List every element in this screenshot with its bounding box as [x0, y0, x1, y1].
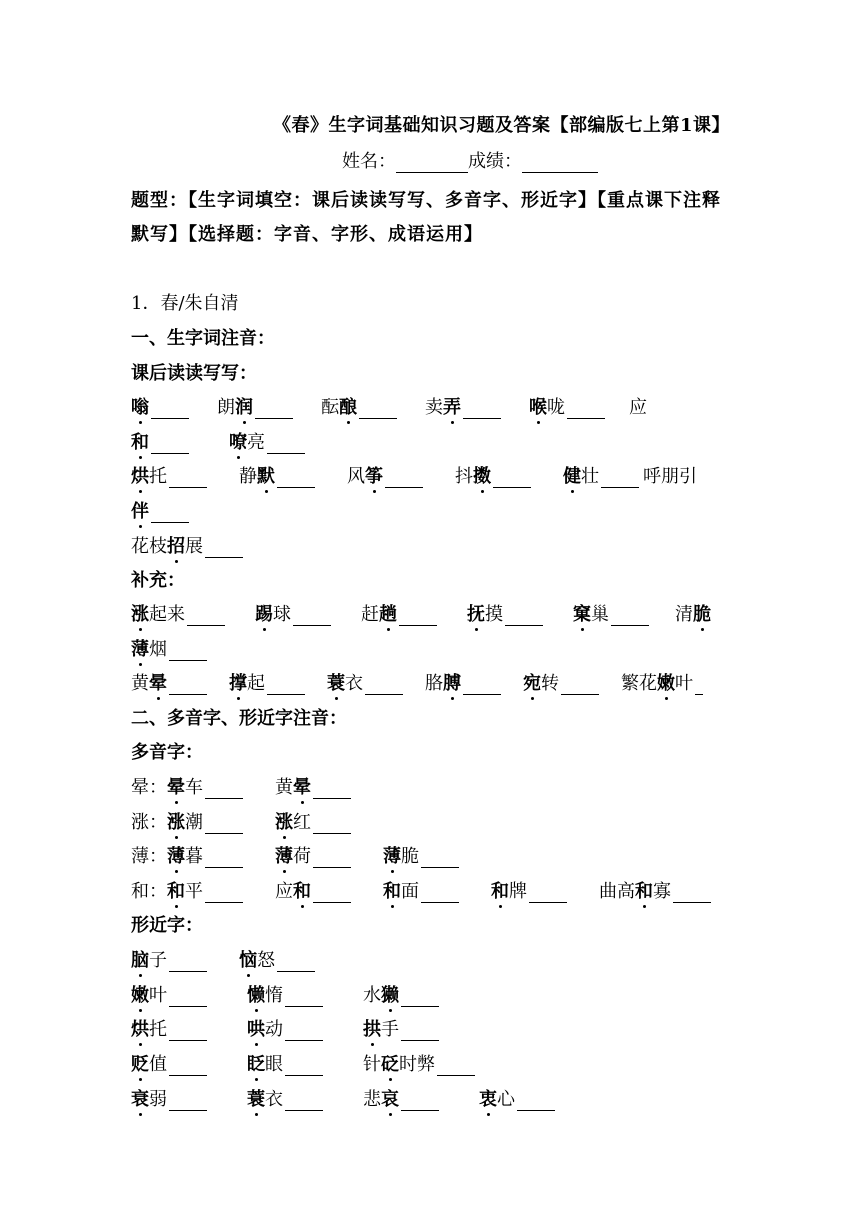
vocab-item [229, 428, 305, 454]
answer-blank[interactable] [267, 678, 305, 695]
vocab-item [131, 981, 207, 1007]
emphasized-char: 和 [491, 881, 509, 902]
answer-blank[interactable] [285, 1024, 323, 1041]
emphasized-char: 酿 [339, 397, 357, 418]
emphasized-char: 衷 [479, 1089, 497, 1110]
answer-blank[interactable] [493, 471, 531, 488]
vocab-item [363, 981, 439, 1007]
word-fragment: 朗 [217, 397, 235, 418]
vocab-item [599, 877, 711, 903]
word-fragment: 咙 [547, 397, 565, 418]
answer-blank[interactable] [277, 955, 315, 972]
word-list [131, 536, 243, 557]
answer-blank[interactable] [267, 437, 305, 454]
answer-blank[interactable] [401, 1094, 439, 1111]
vocab-item [167, 877, 243, 903]
answer-blank[interactable] [285, 1094, 323, 1111]
vocab-item [425, 393, 501, 419]
emphasized-char: 涨 [131, 604, 149, 625]
answer-blank[interactable] [529, 886, 567, 903]
emphasized-char: 哀 [381, 1089, 399, 1110]
word-list [131, 950, 315, 971]
word-fragment: 荷 [293, 846, 311, 867]
vocab-item [131, 1085, 207, 1111]
answer-blank[interactable] [601, 471, 639, 488]
name-score-line [0, 147, 860, 173]
vocab-item [455, 462, 531, 488]
answer-blank[interactable] [385, 471, 423, 488]
name-label: 姓名： [342, 151, 396, 172]
emphasized-char: 膊 [443, 673, 461, 694]
answer-blank[interactable] [421, 886, 459, 903]
emphasized-char: 踢 [255, 604, 273, 625]
word-list [131, 639, 207, 660]
word-fragment: 水 [363, 985, 381, 1006]
reading-row-4 [131, 497, 189, 523]
vocab-item [479, 1085, 555, 1111]
emphasized-char: 薄 [167, 846, 185, 867]
word-fragment: 亮 [247, 432, 265, 453]
word-fragment: 值 [149, 1054, 167, 1075]
word-fragment: 黄 [131, 673, 149, 694]
answer-blank[interactable] [255, 402, 293, 419]
subsection-polyphonic: 多音字： [131, 742, 203, 763]
word-fragment: 脆 [401, 846, 419, 867]
word-fragment: 呼朋引 [643, 466, 697, 487]
answer-blank[interactable] [169, 471, 207, 488]
answer-blank[interactable] [463, 678, 501, 695]
answer-blank[interactable] [463, 402, 501, 419]
emphasized-char: 烘 [131, 1019, 149, 1040]
emphasized-char: 撑 [229, 673, 247, 694]
emphasized-char: 涨 [167, 812, 185, 833]
word-fragment: 衣 [265, 1089, 283, 1110]
shape-row [131, 981, 439, 1007]
shape-row [131, 1085, 555, 1111]
reading-row-5 [131, 532, 243, 558]
emphasized-char: 和 [293, 881, 311, 902]
answer-blank[interactable] [277, 471, 315, 488]
answer-blank[interactable] [505, 609, 543, 626]
answer-blank[interactable] [673, 886, 711, 903]
word-fragment: 红 [293, 812, 311, 833]
answer-blank[interactable] [437, 1059, 475, 1076]
emphasized-char: 獭 [381, 985, 399, 1006]
word-fragment: 衣 [345, 673, 363, 694]
vocab-item [563, 462, 639, 488]
shape-row [131, 1050, 475, 1076]
word-list [131, 466, 639, 487]
word-fragment: 寡 [653, 881, 671, 902]
vocab-item [383, 877, 459, 903]
vocab-item [255, 600, 331, 626]
emphasized-char: 伴 [131, 501, 149, 522]
vocab-item [491, 877, 567, 903]
vocab-item [247, 981, 323, 1007]
emphasized-char: 默 [257, 466, 275, 487]
vocab-item [131, 497, 189, 523]
vocab-item [229, 669, 305, 695]
subsection-supplement: 补充： [131, 570, 185, 591]
word-fragment: 平 [185, 881, 203, 902]
word-fragment: 悲 [363, 1089, 381, 1110]
answer-blank[interactable] [169, 1059, 207, 1076]
answer-blank[interactable] [313, 782, 351, 799]
word-fragment: 繁花 [621, 673, 657, 694]
vocab-item [239, 946, 315, 972]
word-fragment: 壮 [581, 466, 599, 487]
vocab-item [275, 877, 351, 903]
shape-row [131, 946, 315, 972]
word-fragment: 卖 [425, 397, 443, 418]
emphasized-char: 蓑 [247, 1089, 265, 1110]
word-fragment: 转 [541, 673, 559, 694]
word-list [131, 397, 605, 418]
emphasized-char: 烘 [131, 466, 149, 487]
word-fragment: 曲高 [599, 881, 635, 902]
word-fragment: 暮 [185, 846, 203, 867]
word-fragment: 静 [239, 466, 257, 487]
word-list [131, 604, 649, 625]
word-fragment: 抖 [455, 466, 473, 487]
answer-blank[interactable] [187, 609, 225, 626]
emphasized-char: 招 [167, 536, 185, 557]
supplement-row-3 [131, 669, 703, 695]
emphasized-char: 晕 [293, 777, 311, 798]
word-fragment: 托 [149, 466, 167, 487]
word-fragment: 胳 [425, 673, 443, 694]
reading-row-2 [131, 428, 305, 454]
word-fragment: 惰 [265, 985, 283, 1006]
answer-blank[interactable] [169, 955, 207, 972]
emphasized-char: 脑 [131, 950, 149, 971]
answer-blank[interactable] [401, 990, 439, 1007]
answer-blank[interactable] [401, 1024, 439, 1041]
polyphonic-row [131, 773, 351, 799]
answer-blank[interactable] [611, 609, 649, 626]
vocab-item [131, 946, 207, 972]
vocab-item [363, 1050, 475, 1076]
emphasized-char: 嫩 [131, 985, 149, 1006]
vocab-item [529, 393, 605, 419]
vocab-item [347, 462, 423, 488]
emphasized-char: 脆 [693, 604, 711, 625]
emphasized-char: 和 [383, 881, 401, 902]
vocab-item [131, 1015, 207, 1041]
emphasized-char: 恼 [239, 950, 257, 971]
word-fragment: 怒 [257, 950, 275, 971]
vocab-item [425, 669, 501, 695]
emphasized-char: 和 [167, 881, 185, 902]
vocab-item [167, 773, 243, 799]
answer-blank[interactable] [313, 817, 351, 834]
polyphonic-row [131, 842, 459, 868]
word-fragment: 起 [247, 673, 265, 694]
answer-blank[interactable] [285, 990, 323, 1007]
subsection-similar-shape: 形近字： [131, 915, 203, 936]
answer-blank[interactable] [359, 402, 397, 419]
answer-blank[interactable] [285, 1059, 323, 1076]
reading-row-1 [131, 393, 647, 419]
supplement-row-2 [131, 635, 207, 661]
word-list [167, 881, 711, 902]
emphasized-char: 砭 [381, 1054, 399, 1075]
answer-blank[interactable] [695, 678, 703, 695]
word-fragment: 面 [401, 881, 419, 902]
reading-row-3 [131, 462, 697, 488]
emphasized-char: 擞 [473, 466, 491, 487]
answer-blank[interactable] [151, 506, 189, 523]
answer-blank[interactable] [205, 886, 243, 903]
question-types: 题型：【生字词填空：课后读读写写、多音字、形近字】【重点课下注释默写】【选择题：字音、字形、成语运用】 [131, 190, 721, 245]
polyphonic-row [131, 808, 351, 834]
emphasized-char: 懒 [247, 985, 265, 1006]
vocab-item [383, 842, 459, 868]
word-list [167, 812, 351, 833]
vocab-item [363, 1085, 439, 1111]
vocab-item [131, 1050, 207, 1076]
word-fragment: 托 [149, 1019, 167, 1040]
answer-blank[interactable] [169, 990, 207, 1007]
word-fragment: 应 [629, 397, 647, 418]
word-fragment: 心 [497, 1089, 515, 1110]
vocab-item [275, 842, 351, 868]
emphasized-char: 拱 [363, 1019, 381, 1040]
answer-blank[interactable] [205, 851, 243, 868]
emphasized-char: 弄 [443, 397, 461, 418]
answer-blank[interactable] [169, 678, 207, 695]
answer-blank[interactable] [567, 402, 605, 419]
vocab-item [275, 773, 351, 799]
emphasized-char: 涨 [275, 812, 293, 833]
vocab-item [167, 808, 243, 834]
emphasized-char: 喉 [529, 397, 547, 418]
answer-blank[interactable] [313, 851, 351, 868]
emphasized-char: 薄 [275, 846, 293, 867]
emphasized-char: 嫩 [657, 673, 675, 694]
emphasized-char: 窠 [573, 604, 591, 625]
lesson-heading: 1．春/朱自清 [131, 293, 239, 314]
answer-blank[interactable] [169, 644, 207, 661]
word-fragment: 起来 [149, 604, 185, 625]
poly-head: 薄： [131, 846, 167, 867]
poly-head: 晕： [131, 777, 167, 798]
answer-blank[interactable] [169, 1094, 207, 1111]
emphasized-char: 哄 [247, 1019, 265, 1040]
word-fragment: 摸 [485, 604, 503, 625]
answer-blank[interactable] [205, 817, 243, 834]
word-fragment: 黄 [275, 777, 293, 798]
vocab-item [523, 669, 599, 695]
word-fragment: 潮 [185, 812, 203, 833]
vocab-item [247, 1050, 323, 1076]
emphasized-char: 嗡 [131, 397, 149, 418]
emphasized-char: 抚 [467, 604, 485, 625]
vocab-item [247, 1015, 323, 1041]
word-fragment: 眼 [265, 1054, 283, 1075]
word-list [131, 1019, 439, 1040]
answer-blank[interactable] [293, 609, 331, 626]
answer-blank[interactable] [169, 1024, 207, 1041]
score-label: 成绩： [468, 151, 522, 172]
answer-blank[interactable] [205, 782, 243, 799]
emphasized-char: 嘹 [229, 432, 247, 453]
word-fragment: 展 [185, 536, 203, 557]
section-1-heading: 一、生字词注音： [131, 328, 275, 349]
answer-blank[interactable] [421, 851, 459, 868]
word-fragment: 车 [185, 777, 203, 798]
emphasized-char: 筝 [365, 466, 383, 487]
word-list [167, 777, 351, 798]
emphasized-char: 衰 [131, 1089, 149, 1110]
answer-blank[interactable] [151, 437, 189, 454]
subsection-reading: 课后读读写写： [131, 363, 257, 384]
word-list [131, 985, 439, 1006]
vocab-item [321, 393, 397, 419]
word-fragment: 赶 [361, 604, 379, 625]
vocab-item [361, 600, 437, 626]
emphasized-char: 贬 [131, 1054, 149, 1075]
vocab-item [131, 462, 207, 488]
word-fragment: 清 [675, 604, 693, 625]
answer-blank[interactable] [313, 886, 351, 903]
word-fragment: 叶 [675, 673, 693, 694]
section-2-heading: 二、多音字、形近字注音： [131, 708, 347, 729]
polyphonic-row [131, 877, 711, 903]
vocab-item [467, 600, 543, 626]
name-blank[interactable] [396, 154, 468, 173]
shape-row [131, 1015, 439, 1041]
emphasized-char: 眨 [247, 1054, 265, 1075]
word-fragment: 球 [273, 604, 291, 625]
word-fragment: 应 [275, 881, 293, 902]
score-blank[interactable] [522, 154, 598, 173]
word-fragment: 叶 [149, 985, 167, 1006]
vocab-item [327, 669, 403, 695]
emphasized-char: 薄 [131, 639, 149, 660]
emphasized-char: 健 [563, 466, 581, 487]
vocab-item [131, 600, 225, 626]
document-title: 《春》生字词基础知识习题及答案【部编版七上第1课】 [272, 115, 730, 136]
answer-blank[interactable] [399, 609, 437, 626]
word-fragment: 风 [347, 466, 365, 487]
emphasized-char: 趟 [379, 604, 397, 625]
vocab-item [239, 462, 315, 488]
word-list [131, 432, 305, 453]
word-fragment: 弱 [149, 1089, 167, 1110]
answer-blank[interactable] [151, 402, 189, 419]
vocab-item [167, 842, 243, 868]
vocab-item [131, 532, 243, 558]
emphasized-char: 薄 [383, 846, 401, 867]
emphasized-char: 和 [131, 432, 149, 453]
word-list [131, 501, 189, 522]
vocab-item [275, 808, 351, 834]
word-fragment: 子 [149, 950, 167, 971]
word-fragment: 动 [265, 1019, 283, 1040]
poly-head: 涨： [131, 812, 167, 833]
answer-blank[interactable] [517, 1094, 555, 1111]
answer-blank[interactable] [365, 678, 403, 695]
vocab-item [217, 393, 293, 419]
word-fragment: 手 [381, 1019, 399, 1040]
word-list [131, 1089, 555, 1110]
word-fragment: 巢 [591, 604, 609, 625]
emphasized-char: 宛 [523, 673, 541, 694]
vocab-item [573, 600, 649, 626]
vocab-item [131, 669, 207, 695]
word-fragment: 烟 [149, 639, 167, 660]
poly-head: 和： [131, 881, 167, 902]
emphasized-char: 晕 [167, 777, 185, 798]
emphasized-char: 和 [635, 881, 653, 902]
answer-blank[interactable] [205, 541, 243, 558]
word-fragment: 酝 [321, 397, 339, 418]
word-fragment: 时弊 [399, 1054, 435, 1075]
word-fragment: 针 [363, 1054, 381, 1075]
vocab-item [247, 1085, 323, 1111]
emphasized-char: 润 [235, 397, 253, 418]
vocab-item [363, 1015, 439, 1041]
word-fragment: 花枝 [131, 536, 167, 557]
vocab-item [131, 635, 207, 661]
word-list [167, 846, 459, 867]
emphasized-char: 蓑 [327, 673, 345, 694]
emphasized-char: 晕 [149, 673, 167, 694]
supplement-row-1 [131, 600, 711, 626]
word-fragment: 牌 [509, 881, 527, 902]
word-list [131, 1054, 475, 1075]
word-list [131, 673, 599, 694]
vocab-item [131, 393, 189, 419]
vocab-item [131, 428, 189, 454]
answer-blank[interactable] [561, 678, 599, 695]
